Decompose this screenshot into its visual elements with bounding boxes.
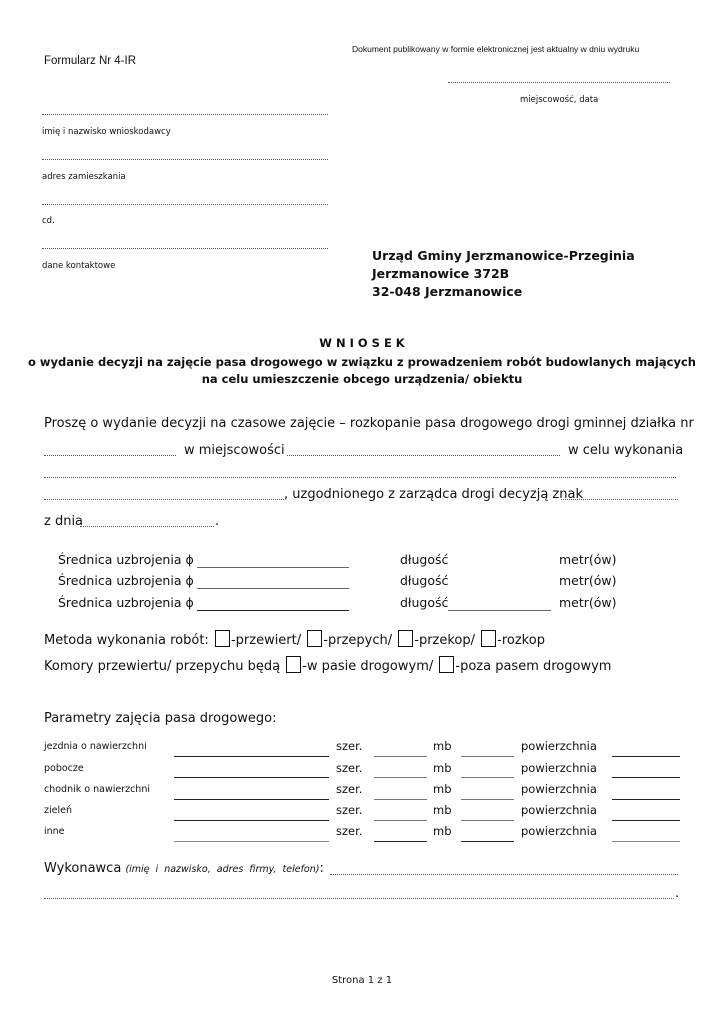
method-row: [44, 630, 545, 648]
mb-field-1[interactable]: [461, 756, 514, 757]
decision-number-field[interactable]: [561, 499, 678, 500]
purpose-label: w celu wykonania: [568, 443, 684, 458]
diameter-label-1: Średnica uzbrojenia ɸ: [58, 552, 194, 567]
diameter-label-2: Średnica uzbrojenia ɸ: [58, 573, 194, 588]
mb-label-1: mb: [433, 739, 452, 753]
length-label-3: długość: [400, 595, 449, 610]
area-label-1: powierzchnia: [521, 739, 597, 753]
param-row-label-5: inne: [44, 826, 65, 837]
option-rozkop: -rozkop: [497, 633, 545, 648]
length-label-2: długość: [400, 573, 449, 588]
applicant-name-label: imię i nazwisko wnioskodawcy: [42, 127, 171, 137]
area-label-5: powierzchnia: [521, 824, 597, 838]
applicant-address-label: adres zamieszkania: [42, 172, 126, 182]
area-field-3[interactable]: [612, 799, 680, 800]
param-surface-field-4[interactable]: [174, 820, 329, 821]
param-row-label-1: jezdnia o nawierzchni: [44, 741, 147, 752]
area-field-4[interactable]: [612, 820, 680, 821]
method-label: Metoda wykonania robót:: [44, 633, 209, 648]
checkbox-in-road-lane[interactable]: [286, 656, 301, 673]
unit-label-3: metr(ów): [559, 595, 617, 610]
date-end-dot: .: [215, 514, 220, 529]
document-subtitle-2: na celu umieszczenie obcego urządzenia/ obiektu: [201, 372, 523, 386]
applicant-cont-label: cd.: [42, 216, 55, 226]
width-field-2[interactable]: [374, 777, 427, 778]
width-label-5: szer.: [336, 824, 363, 838]
purpose-field[interactable]: [44, 477, 676, 478]
applicant-address-cont-field[interactable]: [42, 204, 328, 205]
param-row-label-4: zieleń: [44, 805, 72, 816]
chambers-label: Komory przewiertu/ przepychu będą: [44, 659, 281, 674]
length-label-1: długość: [400, 552, 449, 567]
diameter-field-2[interactable]: [197, 588, 349, 589]
width-label-3: szer.: [336, 782, 363, 796]
param-surface-field-2[interactable]: [174, 777, 329, 778]
applicant-contact-label: dane kontaktowe: [42, 261, 116, 271]
contractor-colon: :: [319, 861, 324, 876]
document-subtitle-1: o wydanie decyzji na zajęcie pasa drogowego w związku z prowadzeniem robót budowlanych mających: [28, 355, 696, 369]
option-in-road-lane: -w pasie drogowym/: [302, 659, 434, 674]
checkbox-przekop[interactable]: [398, 630, 413, 647]
mb-label-2: mb: [433, 761, 452, 775]
checkbox-rozkop[interactable]: [481, 630, 496, 647]
checkbox-outside-road-lane[interactable]: [439, 656, 454, 673]
contractor-end-dot: .: [675, 886, 680, 901]
param-row-label-2: pobocze: [44, 763, 84, 774]
length-field-3[interactable]: [448, 610, 551, 611]
diameter-field-3[interactable]: [197, 610, 349, 611]
contractor-row: [44, 861, 324, 876]
param-surface-field-3[interactable]: [174, 799, 329, 800]
recipient-street: Jerzmanowice 372B: [372, 266, 510, 281]
electronic-notice: Dokument publikowany w formie elektronicznej jest aktualny w dniu wydruku: [352, 44, 640, 54]
contractor-field[interactable]: [330, 874, 678, 875]
area-field-2[interactable]: [612, 777, 680, 778]
page-number: Strona 1 z 1: [331, 975, 393, 986]
area-field-5[interactable]: [612, 841, 680, 842]
place-date-label: miejscowość, data: [520, 95, 599, 105]
applicant-address-field[interactable]: [42, 159, 328, 160]
decision-date-field[interactable]: [80, 526, 214, 527]
contractor-hint: (imię i nazwisko, adres firmy, telefon): [125, 864, 320, 875]
from-day-label: z dnia: [44, 514, 84, 529]
request-text: Proszę o wydanie decyzji na czasowe zajęcie – rozkopanie pasa drogowego drogi gminnej działka nr: [44, 416, 694, 431]
plot-number-field[interactable]: [44, 455, 176, 456]
param-surface-field-1[interactable]: [174, 756, 329, 757]
width-label-1: szer.: [336, 739, 363, 753]
area-label-3: powierzchnia: [521, 782, 597, 796]
mb-field-4[interactable]: [461, 820, 514, 821]
contractor-label: Wykonawca: [44, 861, 122, 876]
area-field-1[interactable]: [612, 756, 680, 757]
agreed-label: , uzgodnionego z zarządca drogi decyzją znak: [284, 487, 583, 502]
checkbox-przewiert[interactable]: [215, 630, 230, 647]
diameter-field-1[interactable]: [197, 567, 349, 568]
width-field-5[interactable]: [374, 841, 427, 842]
params-title: Parametry zajęcia pasa drogowego:: [44, 711, 277, 726]
width-field-3[interactable]: [374, 799, 427, 800]
mb-field-3[interactable]: [461, 799, 514, 800]
mb-field-5[interactable]: [461, 841, 514, 842]
recipient-city: 32-048 Jerzmanowice: [372, 284, 523, 299]
option-outside-road-lane: -poza pasem drogowym: [455, 659, 612, 674]
checkbox-przepych[interactable]: [307, 630, 322, 647]
diameter-label-3: Średnica uzbrojenia ɸ: [58, 595, 194, 610]
document-title: W N I O S E K: [319, 336, 405, 350]
width-label-2: szer.: [336, 761, 363, 775]
recipient-office: Urząd Gminy Jerzmanowice-Przeginia: [372, 248, 635, 263]
chambers-row: [44, 656, 611, 674]
option-przewiert: -przewiert/: [230, 633, 302, 648]
width-label-4: szer.: [336, 803, 363, 817]
width-field-4[interactable]: [374, 820, 427, 821]
applicant-contact-field[interactable]: [42, 248, 328, 249]
area-label-4: powierzchnia: [521, 803, 597, 817]
mb-label-4: mb: [433, 803, 452, 817]
mb-label-5: mb: [433, 824, 452, 838]
contractor-field-2[interactable]: [44, 898, 674, 899]
in-town-label: w miejscowości: [184, 443, 285, 458]
option-przepych: -przepych/: [323, 633, 393, 648]
form-number: Formularz Nr 4-IR: [44, 55, 137, 67]
param-surface-field-5[interactable]: [174, 841, 329, 842]
param-row-label-3: chodnik o nawierzchni: [44, 784, 150, 795]
town-field[interactable]: [287, 455, 560, 456]
place-date-field[interactable]: [448, 82, 670, 83]
applicant-name-field[interactable]: [42, 114, 328, 115]
width-field-1[interactable]: [374, 756, 427, 757]
unit-label-2: metr(ów): [559, 573, 617, 588]
area-label-2: powierzchnia: [521, 761, 597, 775]
mb-field-2[interactable]: [461, 777, 514, 778]
purpose-field-2[interactable]: [44, 499, 284, 500]
unit-label-1: metr(ów): [559, 552, 617, 567]
mb-label-3: mb: [433, 782, 452, 796]
option-przekop: -przekop/: [414, 633, 476, 648]
